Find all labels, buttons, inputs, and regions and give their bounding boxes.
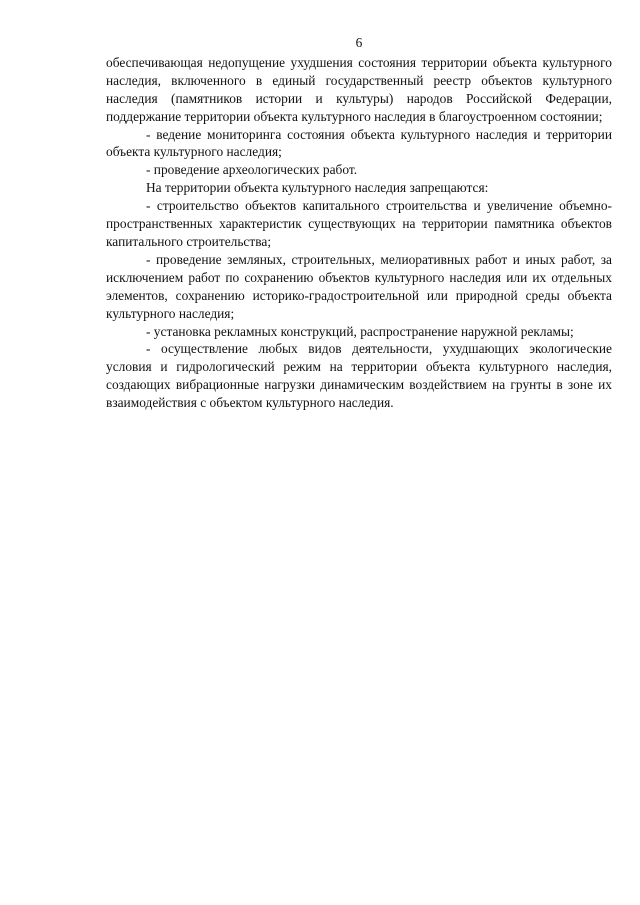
page-number: 6 [355,35,363,50]
paragraph-archaeology: - проведение археологических работ. [146,162,358,178]
document-page [106,34,612,412]
paragraph-continuation: обеспечивающая недопущение ухудшения состояния территории объекта культурного наследия, включенного в единый государственный реестр объектов культурного наследия (памятников истории и культуры) народов Российской Федерации, поддержание территории объекта культурного наследия в благоустроенном состоянии; [106,54,612,124]
paragraph-prohibitions-heading: На территории объекта культурного наследия запрещаются: [146,180,489,196]
paragraph-construction: - строительство объектов капитального строительства и увеличение объемно-пространственных характеристик существующих на территории памятника объектов капитального строительства; [106,198,612,249]
paragraph-earthworks: - проведение земляных, строительных, мелиоративных работ и иных работ, за исключением работ по сохранению объектов культурного наследия или их отдельных элементов, сохранению историко-градостроительной или природной среды объекта культурного наследия; [106,251,612,321]
paragraph-advertising: - установка рекламных конструкций, распространение наружной рекламы; [146,323,574,339]
paragraph-activities: - осуществление любых видов деятельности, ухудшающих экологические условия и гидрологический режим на территории объекта культурного наследия, создающих вибрационные нагрузки динамическим воздействием на грунты в зоне их взаимодействия с объектом культурного наследия. [106,341,612,411]
paragraph-monitoring: - ведение мониторинга состояния объекта культурного наследия и территории объекта культурного наследия; [106,126,612,160]
